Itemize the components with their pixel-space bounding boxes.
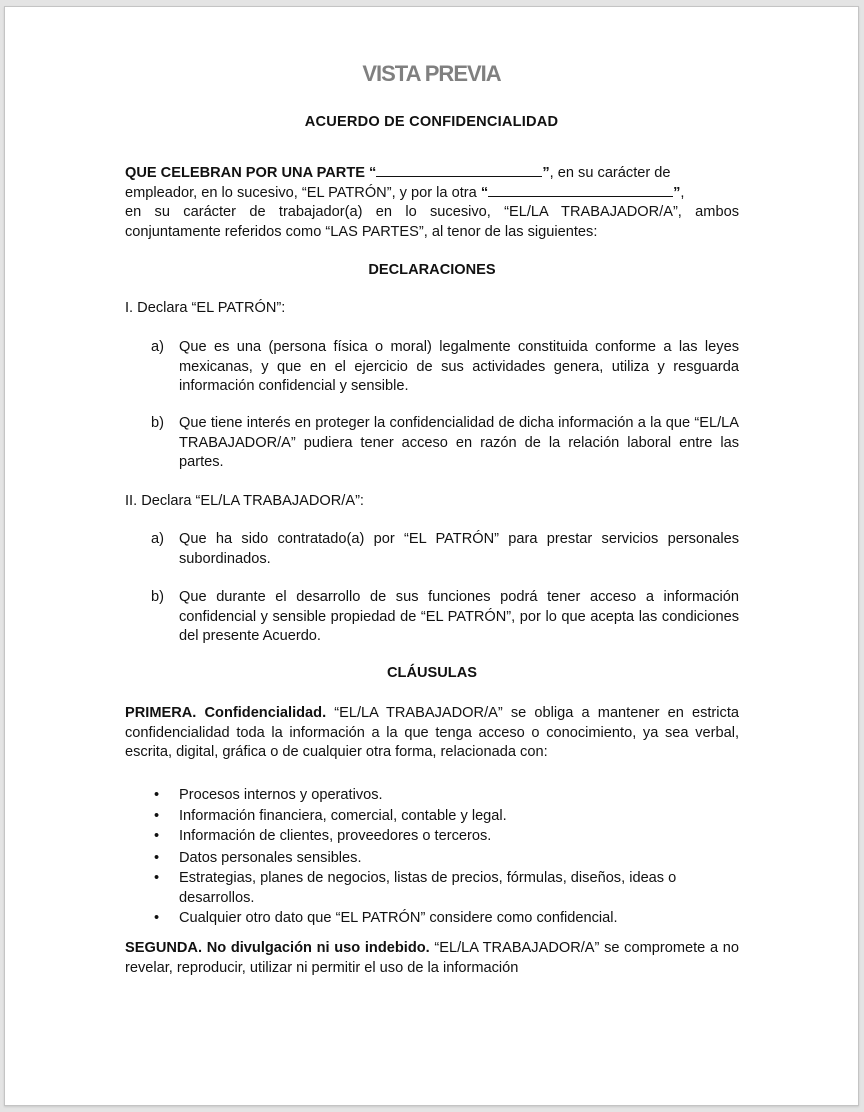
clausula-text: “EL/LA TRABAJADOR/A” se compromete a no revelar, reproducir, utilizar ni permitir el uso de la información [125, 940, 739, 976]
trabajador-item-a [151, 530, 739, 569]
clausula-segunda [125, 939, 739, 978]
patron-heading: I. Declara “EL PATRÓN”: [125, 300, 286, 316]
document-title: ACUERDO DE CONFIDENCIALIDAD [304, 114, 559, 130]
intro-line-3: en su carácter de trabajador(a) en lo sucesivo, “EL/LA TRABAJADOR/A”, ambos [125, 204, 739, 220]
item-text: Que es una (persona física o moral) legalmente constituida conforme a las leyes mexicanas, y que en el ejercicio de sus actividades genera, utiliza y resguarda información confidencial y sensible. [179, 339, 739, 394]
item-text: Que tiene interés en proteger la confidencialidad de dicha información a la que “EL/LA TRABAJADOR/A” pudiera tener acceso en razón de la relación laboral entre las partes. [179, 415, 739, 470]
intro-text: empleador, en lo sucesivo, “EL PATRÓN”, y por la otra [125, 184, 481, 201]
intro-line-2 [125, 184, 739, 204]
list-item [151, 827, 739, 847]
bullet-icon: • [154, 807, 160, 824]
clausula-title: SEGUNDA. No divulgación ni uso indebido. [125, 940, 430, 956]
list-item [151, 869, 739, 908]
bullet-icon: • [154, 828, 160, 844]
list-item [151, 849, 739, 869]
list-item-text: Cualquier otro dato que “EL PATRÓN” considere como confidencial. [179, 910, 618, 926]
bullet-icon: • [154, 787, 160, 803]
clausulas-heading: CLÁUSULAS [387, 665, 477, 681]
declaraciones-heading: DECLARACIONES [368, 262, 496, 278]
employer-name-blank [376, 164, 542, 177]
clausula-primera [125, 704, 739, 763]
clausula-title: PRIMERA. Confidencialidad. [125, 705, 327, 721]
list-item [151, 786, 739, 806]
intro-line-4: conjuntamente referidos como “LAS PARTES”, al tenor de las siguientes: [125, 223, 598, 240]
item-label: b) [151, 589, 164, 605]
list-item-text: Estrategias, planes de negocios, listas de precios, fórmulas, diseños, ideas o desarrollos. [179, 870, 677, 906]
document-page [4, 6, 859, 1106]
open-quote: “ [480, 184, 489, 201]
bullet-icon: • [154, 849, 160, 866]
bullet-icon: • [154, 870, 160, 886]
patron-item-a [151, 338, 739, 397]
item-text: Que ha sido contratado(a) por “EL PATRÓN” para prestar servicios personales subordinados. [179, 531, 739, 567]
list-item-text: Información de clientes, proveedores o terceros. [179, 828, 492, 844]
list-item [151, 807, 739, 827]
intro-lead: QUE CELEBRAN POR UNA PARTE “ [125, 165, 377, 181]
item-text: Que durante el desarrollo de sus funciones podrá tener acceso a información confidencial y sensible propiedad de “EL PATRÓN”, por lo que acepta las condiciones del presente Acuerdo. [179, 589, 739, 644]
item-label: a) [151, 531, 164, 547]
list-item-text: Información financiera, comercial, contable y legal. [179, 807, 507, 824]
list-item-text: Procesos internos y operativos. [179, 787, 383, 803]
intro-text: , [680, 184, 685, 201]
clausula-text: “EL/LA TRABAJADOR/A” se obliga a mantener en estricta confidencialidad toda la información a la que tenga acceso o conocimiento, ya sea verbal, escrita, digital, gráfica o de cualquier otra forma, relacionada con: [125, 705, 739, 760]
intro-paragraph [125, 164, 739, 242]
list-item-text: Datos personales sensibles. [179, 849, 362, 866]
trabajador-heading: II. Declara “EL/LA TRABAJADOR/A”: [125, 493, 364, 509]
item-label: a) [151, 339, 164, 355]
intro-text: , en su carácter de [549, 165, 671, 181]
bullet-icon: • [154, 910, 160, 926]
intro-line-1 [125, 164, 739, 184]
patron-item-b [151, 414, 739, 473]
worker-name-blank [488, 184, 673, 197]
trabajador-item-b [151, 588, 739, 647]
close-quote: ” [542, 165, 550, 181]
confidential-info-list [151, 786, 739, 930]
list-item [151, 909, 739, 929]
close-quote: ” [673, 184, 681, 201]
watermark-vista-previa: VISTA PREVIA [362, 61, 501, 86]
item-label: b) [151, 415, 164, 431]
